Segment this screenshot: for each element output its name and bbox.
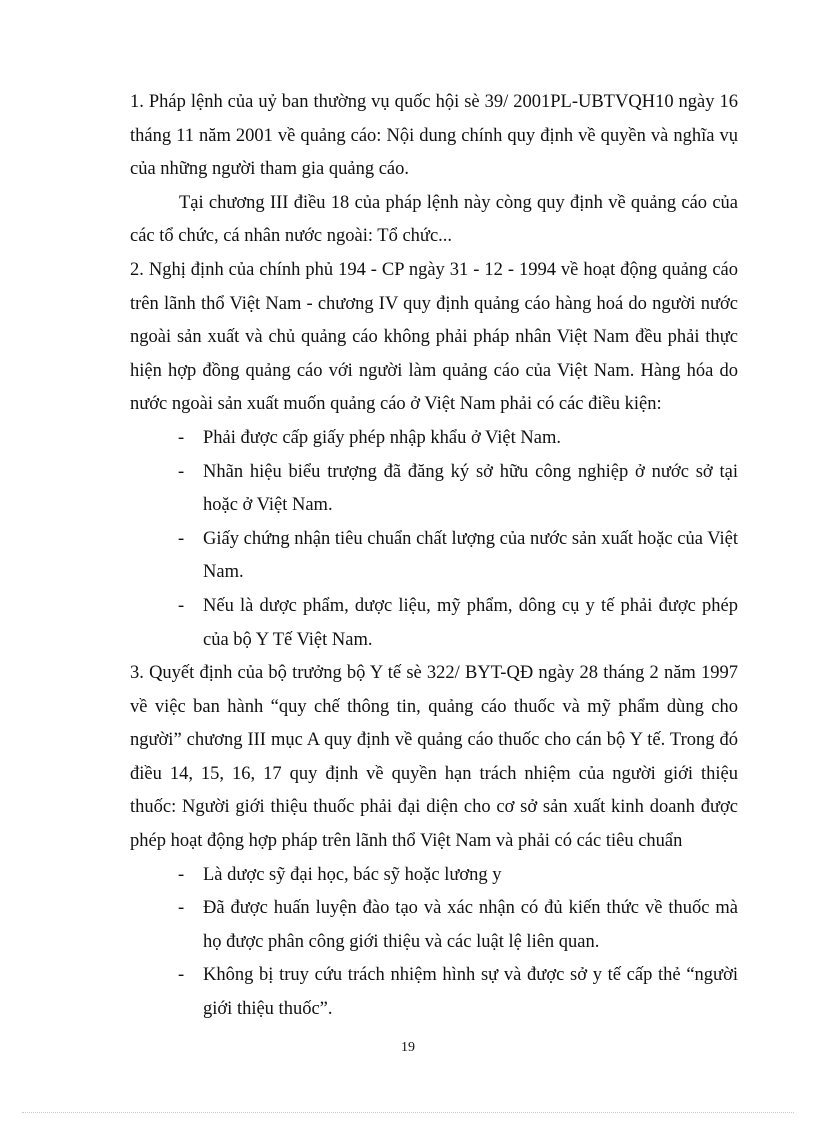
dash-bullet: - <box>178 898 185 919</box>
list-item <box>130 422 738 456</box>
list-item <box>130 959 738 1026</box>
list-item-text: Giấy chứng nhận tiêu chuẩn chất lượng của nước sản xuất hoặc của Việt Nam. <box>203 528 738 583</box>
list-item-text: Không bị truy cứu trách nhiệm hình sự và được sở y tế cấp thẻ “người giới thiệu thuốc”. <box>203 965 738 1020</box>
list-item-text: Nếu là dược phẩm, dược liệu, mỹ phẩm, dông cụ y tế phải được phép của bộ Y Tế Việt Nam. <box>203 595 738 650</box>
dash-bullet: - <box>178 965 185 986</box>
paragraph-1: 1. Pháp lệnh của uỷ ban thường vụ quốc hội sè 39/ 2001PL-UBTVQH10 ngày 16 tháng 11 năm 2001 về quảng cáo: Nội dung chính quy định về quyền và nghĩa vụ của những người tham gia quảng cáo. <box>130 92 738 180</box>
dash-bullet: - <box>178 595 185 616</box>
paragraph-2: 2. Nghị định của chính phủ 194 - CP ngày 31 - 12 - 1994 về hoạt động quảng cáo trên lãnh thổ Việt Nam - chương IV quy định quảng cáo hàng hoá do người nước ngoài sản xuất và chủ quảng cáo không phải pháp nhân Việt Nam đều phải thực hiện hợp đồng quảng cáo với người làm quảng cáo của Việt Nam. Hàng hóa do nước ngoài sản xuất muốn quảng cáo ở Việt Nam phải có các điều kiện: <box>130 259 738 415</box>
conditions-list <box>130 422 738 657</box>
list-item <box>130 859 738 893</box>
list-item-text: Đã được huấn luyện đào tạo và xác nhận có đủ kiến thức về thuốc mà họ được phân công giới thiệu và các luật lệ liên quan. <box>203 898 738 952</box>
dash-bullet: - <box>178 427 185 448</box>
page-number: 19 <box>401 1040 415 1055</box>
requirements-list <box>130 859 738 1027</box>
paragraph-1-continued: Tại chương III điều 18 của pháp lệnh này còng quy định về quảng cáo của các tổ chức, cá nhân nước ngoài: Tổ chức... <box>130 192 738 247</box>
list-item <box>130 590 738 657</box>
list-item-text: Là dược sỹ đại học, bác sỹ hoặc lương y <box>203 864 502 885</box>
paragraph-3: 3. Quyết định của bộ trưởng bộ Y tế sè 322/ BYT-QĐ ngày 28 tháng 2 năm 1997 về việc ban hành “quy chế thông tin, quảng cáo thuốc và mỹ phẩm dùng cho người” chương III mục A quy định về quảng cáo thuốc cho cán bộ Y tế. Trong đó điều 14, 15, 16, 17 quy định về quyền hạn trách nhiệm của người giới thiệu thuốc: Người giới thiệu thuốc phải đại diện cho cơ sở sản xuất kinh doanh được phép hoạt động hợp pháp trên lãnh thổ Việt Nam và phải có các tiêu chuẩn <box>130 663 738 852</box>
list-item <box>130 456 738 523</box>
list-item <box>130 892 738 959</box>
dash-bullet: - <box>178 461 185 482</box>
document-body <box>130 86 738 1027</box>
list-item-text: Phải được cấp giấy phép nhập khẩu ở Việt Nam. <box>203 427 561 448</box>
footer-divider <box>22 1112 794 1113</box>
list-item-text: Nhãn hiệu biểu trượng đã đăng ký sở hữu công nghiệp ở nước sở tại hoặc ở Việt Nam. <box>203 461 738 516</box>
dash-bullet: - <box>178 528 185 549</box>
dash-bullet: - <box>178 864 185 885</box>
list-item <box>130 523 738 590</box>
